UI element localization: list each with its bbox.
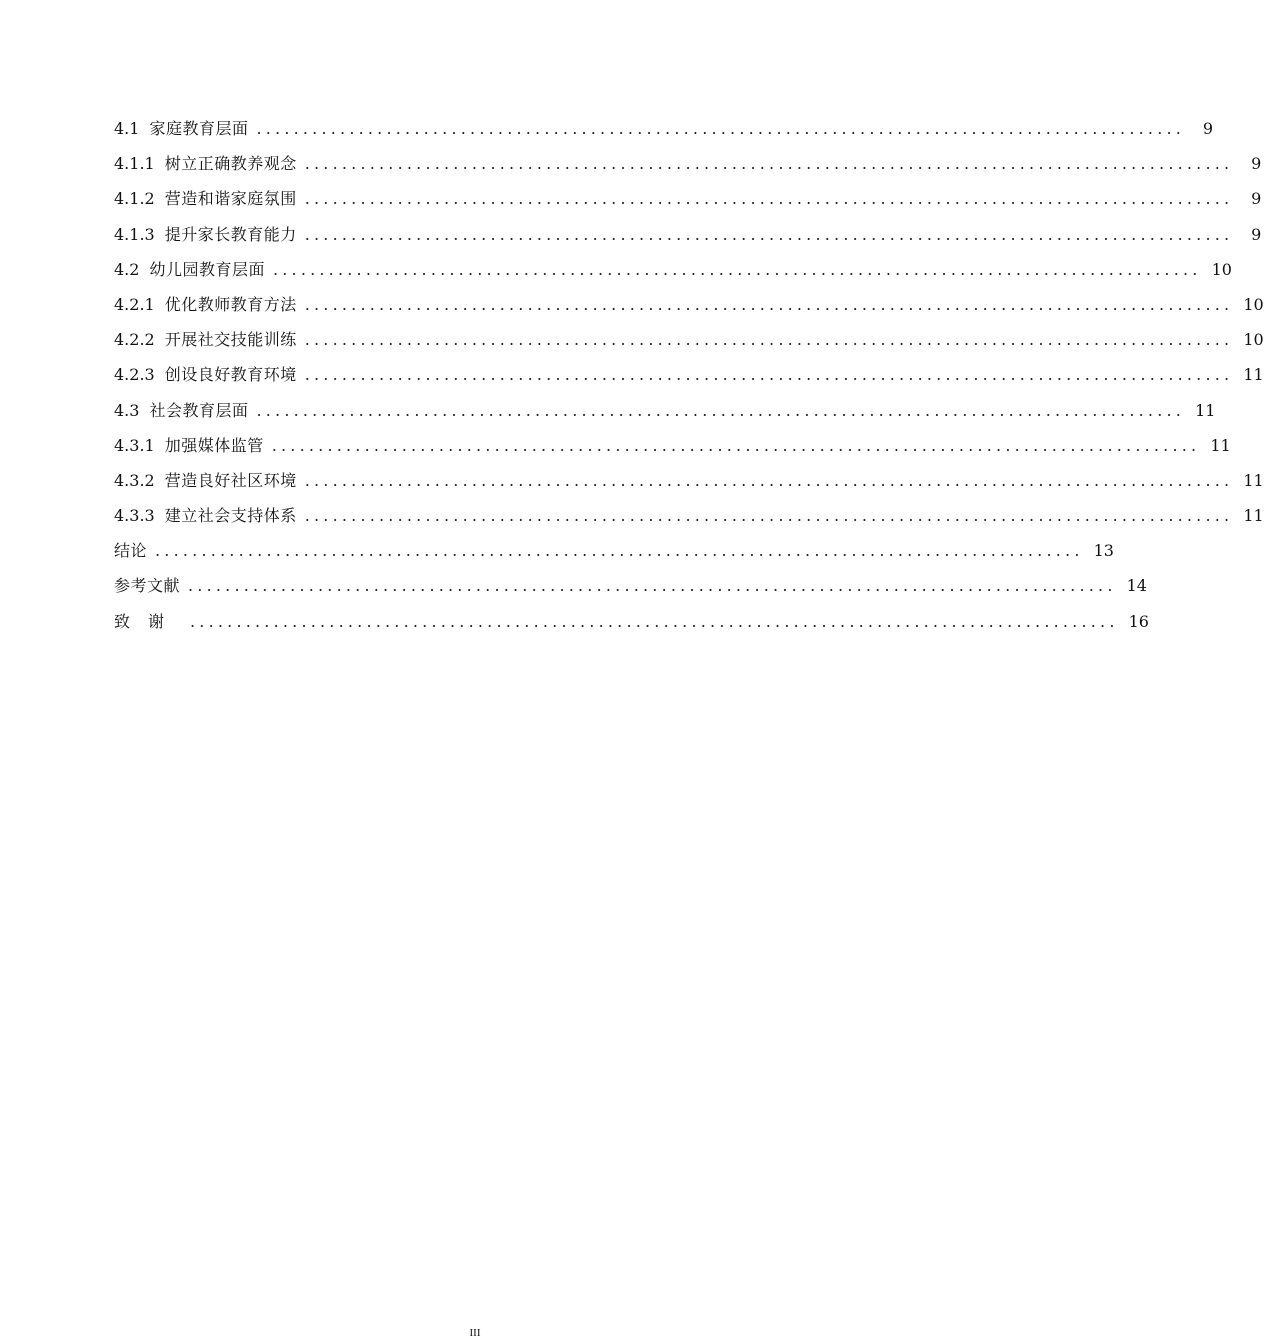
toc-entry-page: 9 <box>1251 154 1262 174</box>
toc-entry-number: 4.3.2 <box>114 470 155 490</box>
toc-entry[interactable] <box>114 222 1262 257</box>
toc-leader-dots: .................................................................................................... <box>304 294 1234 314</box>
toc-entry-number: 4.3.1 <box>114 435 155 455</box>
toc-entry-title: 社会教育层面 <box>149 400 249 420</box>
toc-entry-page: 11 <box>1243 470 1264 490</box>
toc-leader-dots: .................................................................................................... <box>272 259 1202 279</box>
toc-entry-page: 11 <box>1243 365 1264 385</box>
toc-entry-page: 11 <box>1210 435 1231 455</box>
toc-entry-title: 幼儿园教育层面 <box>149 259 265 279</box>
toc-entry[interactable] <box>114 609 1149 644</box>
toc-entry-page: 14 <box>1126 576 1147 596</box>
toc-entry-title: 致谢 <box>114 611 183 631</box>
toc-entry-title: 提升家长教育能力 <box>164 224 297 244</box>
toc-entry[interactable] <box>114 327 1264 362</box>
toc-entry-number: 4.2.2 <box>114 330 155 350</box>
toc-entry-page: 16 <box>1128 611 1149 631</box>
toc-entry-page: 10 <box>1243 330 1264 350</box>
toc-entry-title: 家庭教育层面 <box>149 119 249 138</box>
toc-entry-title: 开展社交技能训练 <box>164 330 297 350</box>
toc-entry[interactable] <box>114 538 1114 573</box>
table-of-contents <box>114 116 1264 644</box>
toc-entry[interactable] <box>114 292 1264 327</box>
toc-entry[interactable] <box>114 573 1147 608</box>
toc-leader-dots: .................................................................................................... <box>256 400 1186 420</box>
toc-leader-dots: .................................................................................................... <box>304 330 1234 350</box>
toc-leader-dots: .................................................................................................... <box>188 576 1117 596</box>
toc-entry-page: 9 <box>1251 189 1262 209</box>
toc-entry[interactable] <box>114 151 1262 186</box>
toc-entry[interactable] <box>114 433 1231 468</box>
toc-entry-page: 10 <box>1211 259 1232 279</box>
toc-entry-page: 10 <box>1243 294 1264 314</box>
toc-entry-title: 创设良好教育环境 <box>164 365 297 385</box>
toc-entry-title: 加强媒体监管 <box>164 435 264 455</box>
toc-leader-dots: .................................................................................................... <box>155 541 1084 561</box>
toc-entry-title: 优化教师教育方法 <box>164 294 297 314</box>
toc-entry-number: 4.1 <box>114 119 140 138</box>
toc-entry-page: 9 <box>1202 119 1214 138</box>
toc-entry-number: 4.2 <box>114 259 140 279</box>
toc-entry-number: 4.2.1 <box>114 294 155 314</box>
toc-leader-dots: .................................................................................................... <box>304 365 1234 385</box>
toc-leader-dots: .................................................................................................... <box>304 224 1234 244</box>
toc-entry[interactable] <box>114 468 1264 503</box>
toc-leader-dots: .................................................................................................... <box>304 470 1234 490</box>
toc-entry-number: 4.2.3 <box>114 365 155 385</box>
toc-entry-number: 4.3 <box>114 400 140 420</box>
toc-entry-title: 营造和谐家庭氛围 <box>164 189 297 209</box>
toc-entry-number: 4.1.1 <box>114 154 155 174</box>
toc-entry[interactable] <box>114 503 1264 538</box>
toc-entry-title: 结论 <box>114 541 148 561</box>
toc-leader-dots: .................................................................................................... <box>256 119 1186 138</box>
toc-entry[interactable] <box>114 398 1216 433</box>
toc-entry-number: 4.1.3 <box>114 224 155 244</box>
toc-entry-page: 11 <box>1195 400 1216 420</box>
toc-entry[interactable] <box>114 362 1264 397</box>
toc-entry[interactable] <box>114 116 1214 151</box>
toc-entry-title: 参考文献 <box>114 576 181 596</box>
page-number-footer: III <box>469 1327 481 1339</box>
toc-entry-page: 11 <box>1243 506 1264 526</box>
toc-leader-dots: .................................................................................................... <box>190 611 1119 631</box>
toc-leader-dots: .................................................................................................... <box>304 189 1234 209</box>
toc-entry-title: 树立正确教养观念 <box>164 154 297 174</box>
toc-leader-dots: .................................................................................................... <box>304 506 1234 526</box>
toc-entry-page: 9 <box>1251 224 1262 244</box>
toc-entry-title: 建立社会支持体系 <box>164 506 297 526</box>
toc-entry-number: 4.3.3 <box>114 506 155 526</box>
toc-leader-dots: .................................................................................................... <box>271 435 1201 455</box>
toc-entry[interactable] <box>114 186 1262 221</box>
toc-entry-number: 4.1.2 <box>114 189 155 209</box>
toc-entry[interactable] <box>114 257 1232 292</box>
toc-entry-title: 营造良好社区环境 <box>164 470 297 490</box>
toc-leader-dots: .................................................................................................... <box>304 154 1234 174</box>
toc-entry-page: 13 <box>1093 541 1114 561</box>
